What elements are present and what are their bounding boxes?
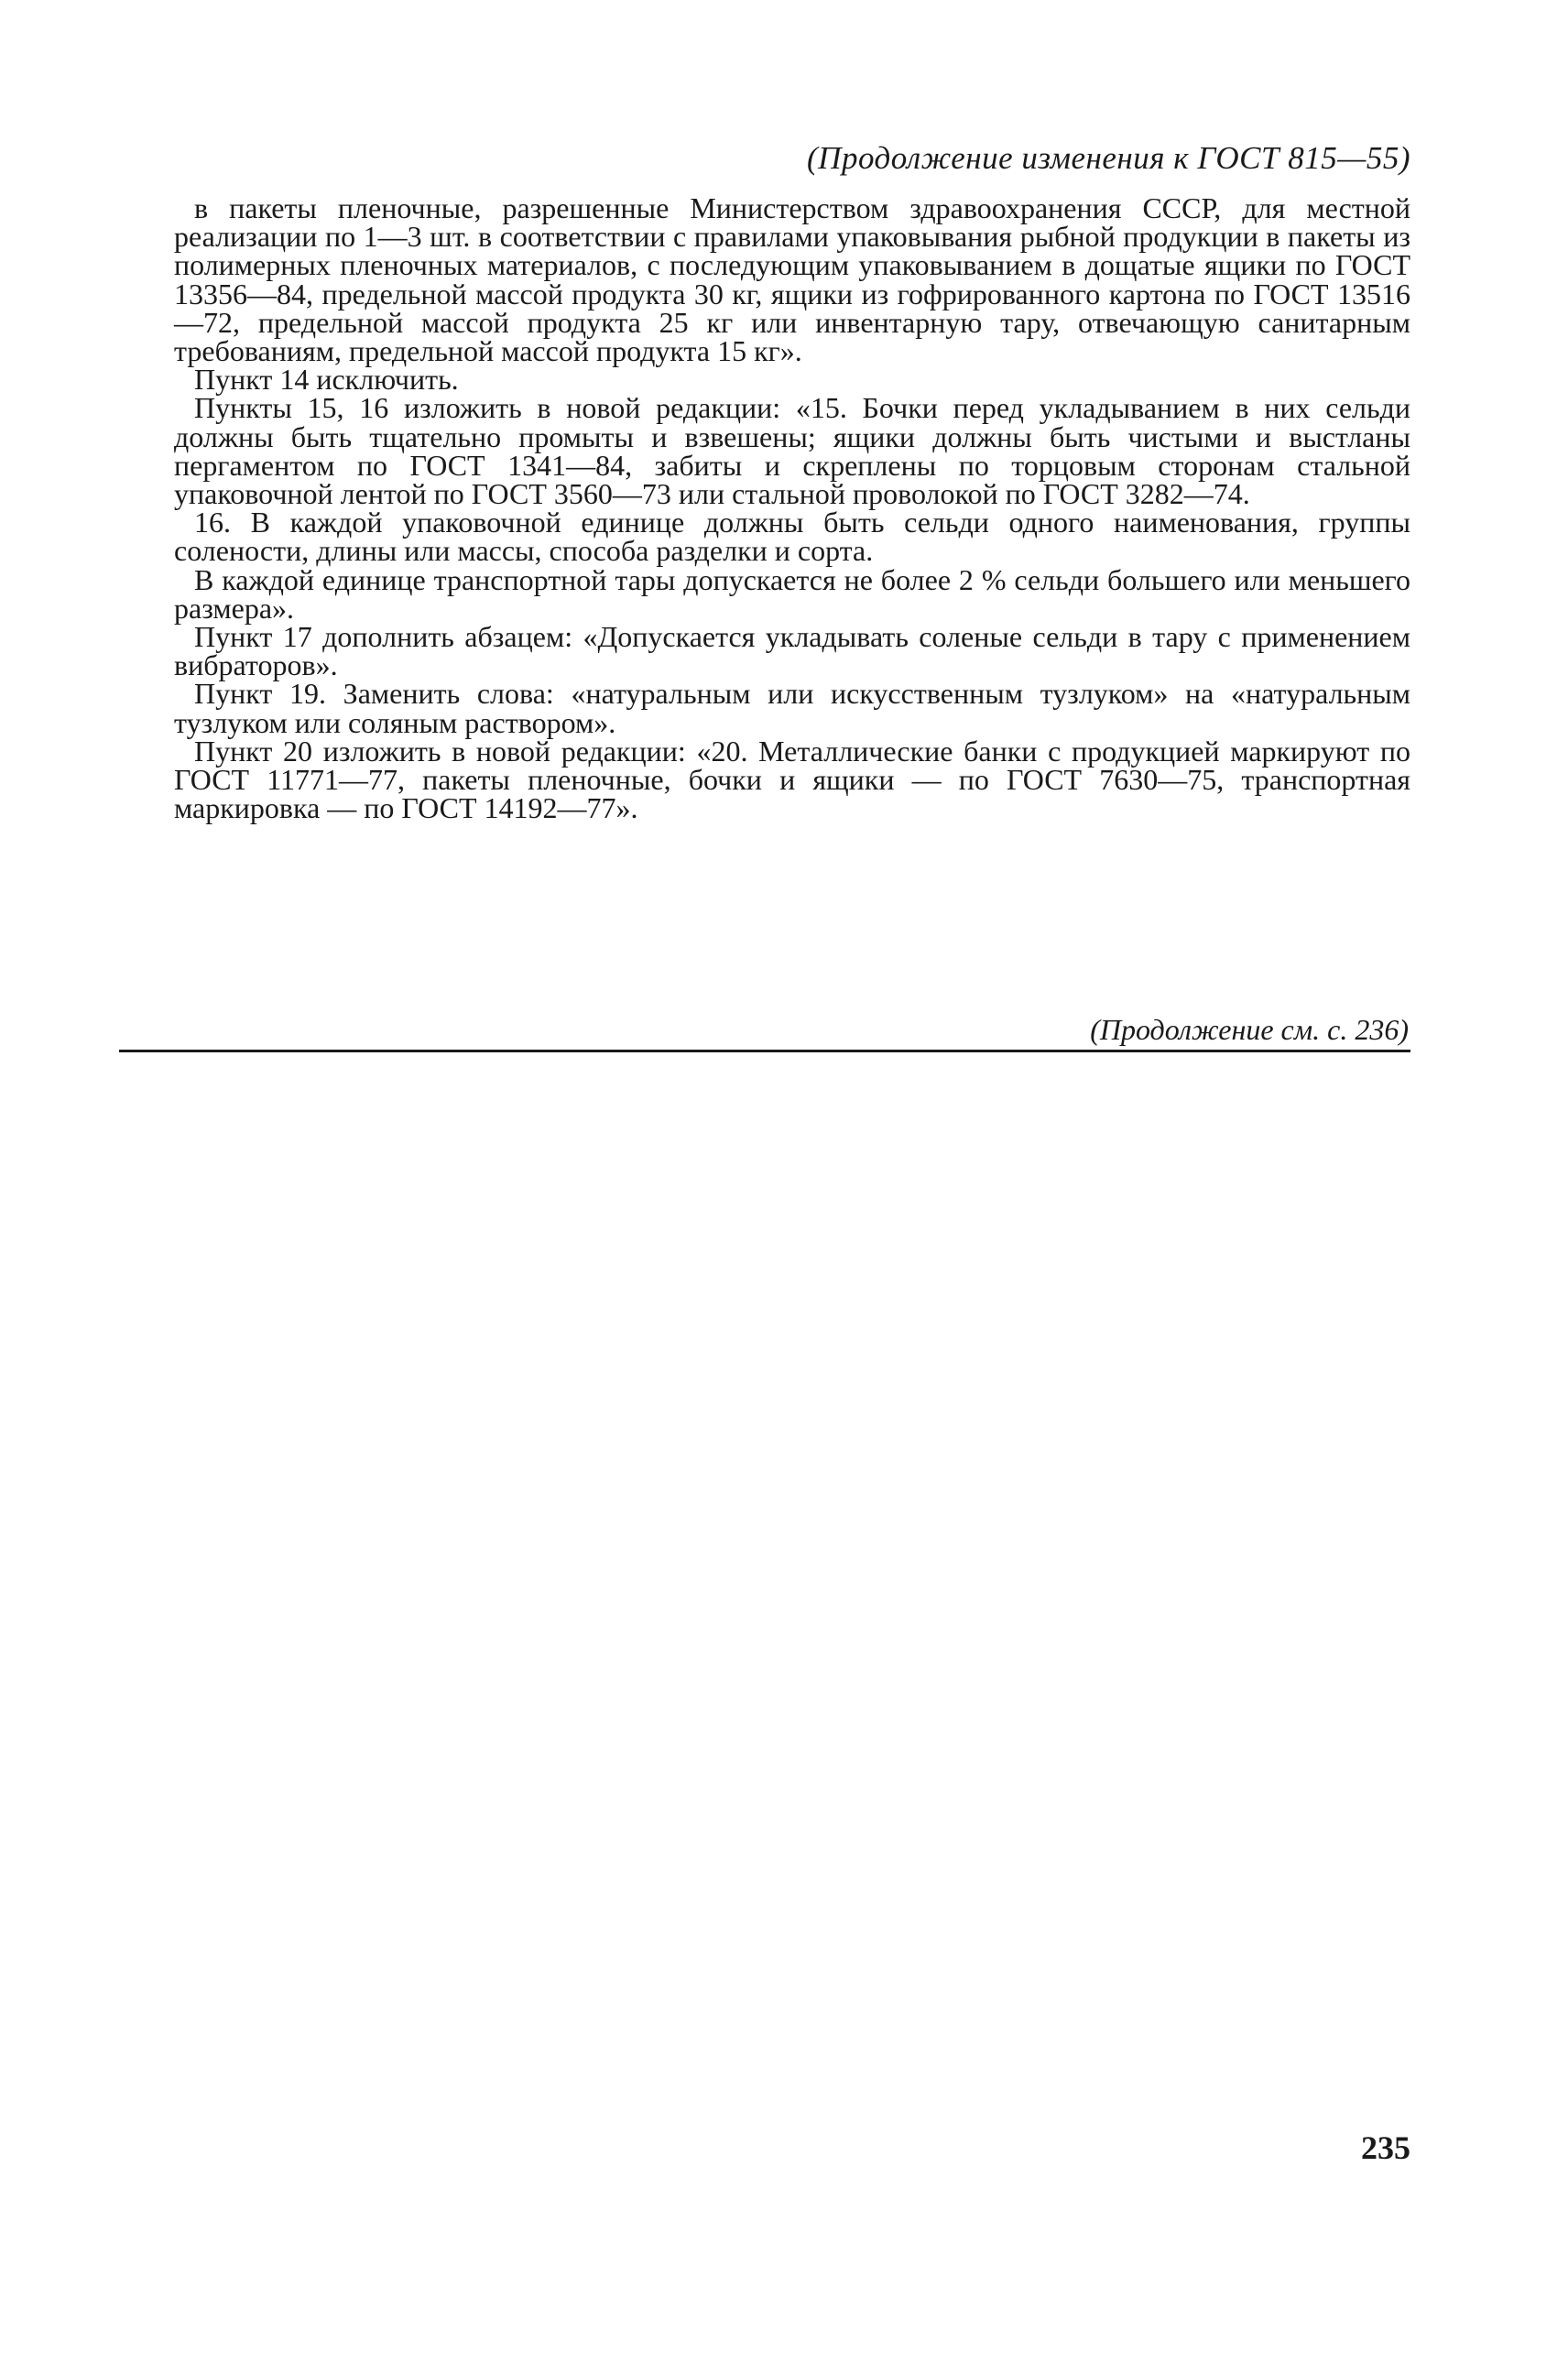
amendment-body — [174, 191, 1410, 825]
continuation-header: (Продолжение изменения к ГОСТ 815—55) — [807, 140, 1410, 176]
paragraph-size-tolerance: В каждой единице транспортной тары допускается не более 2 % сельди большего или меньшего размера». — [174, 562, 1410, 625]
paragraph-item-16: 16. В каждой упаковочной единице должны быть сельди одного наименования, группы солености, длины или массы, способа разделки и сорта. — [174, 506, 1410, 568]
paragraph-item-20: Пункт 20 изложить в новой редакции: «20. Металлические банки с продукцией маркируют по ГОСТ 11771—77, пакеты пленочные, бочки и ящики — по ГОСТ 7630—75, транспортная маркировка — по ГОСТ 14192—77». — [174, 734, 1410, 825]
paragraph-item-14: Пункт 14 исключить. — [194, 363, 459, 397]
page-number: 235 — [1361, 2129, 1410, 2166]
continuation-footer: (Продолжение см. с. 236) — [1090, 1013, 1409, 1046]
paragraph-items-15-16: Пункты 15, 16 изложить в новой редакции: «15. Бочки перед укладыванием в них сельди должны быть тщательно промыты и взвешены; ящики должны быть чистыми и выстланы пергаментом по ГОСТ 1341—84, забиты и скреплены по торцовым сторонам стальной упаковочной лентой по ГОСТ 3560—73 или стальной проволокой по ГОСТ 3282—74. — [174, 391, 1410, 511]
divider-rule — [119, 1050, 1410, 1052]
paragraph-packaging: в пакеты пленочные, разрешенные Министерством здравоохранения СССР, для местной реализации по 1—3 шт. в соответствии с правилами упаковывания рыбной продукции в пакеты из полимерных пленочных материалов, с последующим упаковыванием в дощатые ящики по ГОСТ 13356—84, предельной массой продукта 30 кг, ящики из гофрированного картона по ГОСТ 13516—72, предельной массой продукта 25 кг или инвентарную тару, отвечающую санитарным требованиям, предельной массой продукта 15 кг». — [174, 191, 1410, 368]
paragraph-item-19: Пункт 19. Заменить слова: «натуральным или искусственным тузлуком» на «натуральным тузлуком или соляным раствором». — [174, 677, 1410, 739]
paragraph-item-17: Пункт 17 дополнить абзацем: «Допускается укладывать соленые сельди в тару с применением вибраторов». — [174, 620, 1410, 682]
